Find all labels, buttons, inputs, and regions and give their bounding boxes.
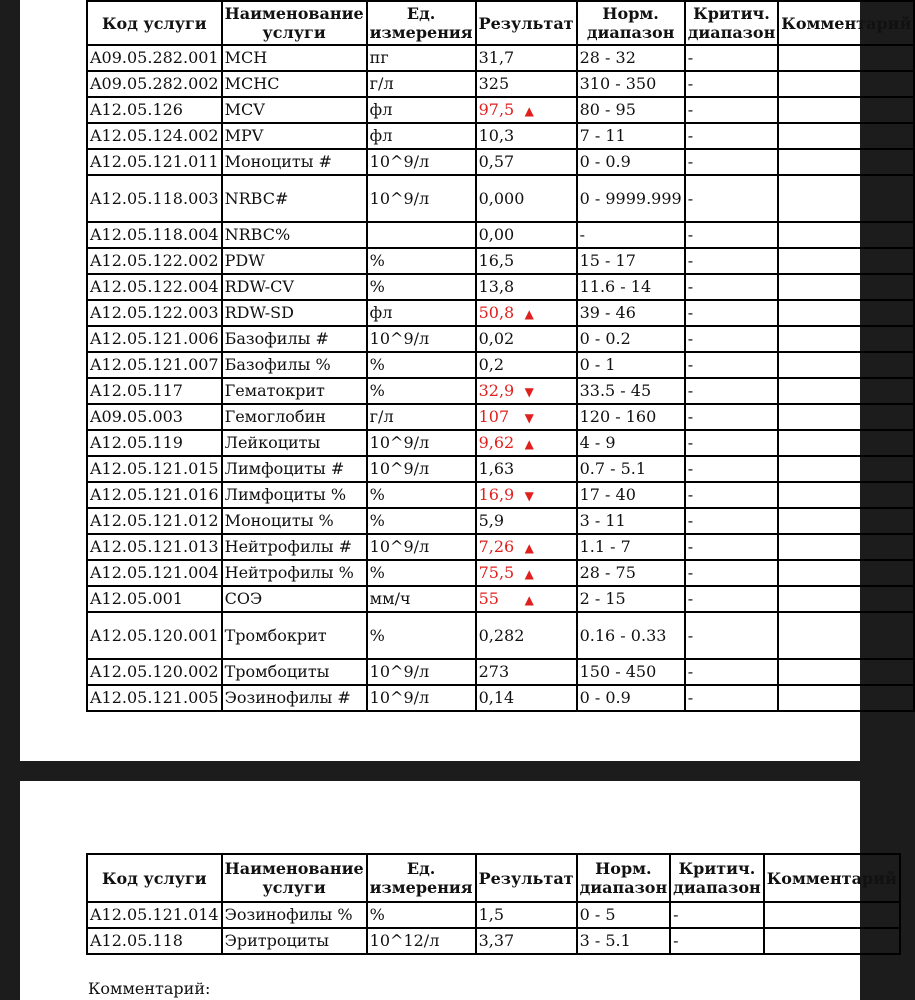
table-header-row bbox=[87, 1, 914, 45]
result-value: 3,37 bbox=[478, 931, 515, 950]
cell-norm: 15 - 17 bbox=[577, 248, 685, 274]
result-value: 0,14 bbox=[478, 688, 515, 707]
cell-crit: - bbox=[685, 352, 779, 378]
cell-code: A12.05.001 bbox=[87, 586, 222, 612]
cell-comment bbox=[778, 274, 914, 300]
cell-name: Тромбоциты bbox=[222, 659, 367, 685]
result-value: 75,5 bbox=[478, 562, 515, 582]
cell-code: A12.05.121.007 bbox=[87, 352, 222, 378]
cell-crit: - bbox=[685, 612, 779, 659]
cell-result bbox=[476, 560, 577, 586]
arrow-up-icon: ▲ bbox=[524, 592, 534, 607]
header-name: Наименование услуги bbox=[222, 1, 367, 45]
cell-unit: 10^9/л bbox=[367, 659, 476, 685]
table-row bbox=[87, 482, 914, 508]
result-value: 273 bbox=[478, 662, 510, 681]
header-name: Наименование услуги bbox=[222, 854, 367, 902]
result-value: 325 bbox=[478, 74, 510, 93]
cell-result bbox=[476, 274, 577, 300]
cell-unit: г/л bbox=[367, 404, 476, 430]
cell-crit: - bbox=[685, 456, 779, 482]
cell-crit: - bbox=[685, 71, 779, 97]
result-value: 31,7 bbox=[478, 48, 515, 67]
result-value: 97,5 bbox=[478, 99, 515, 119]
arrow-up-icon: ▲ bbox=[524, 540, 534, 555]
cell-norm: 39 - 46 bbox=[577, 300, 685, 326]
cell-unit: мм/ч bbox=[367, 586, 476, 612]
cell-crit: - bbox=[685, 123, 779, 149]
header-code: Код услуги bbox=[87, 1, 222, 45]
cell-result bbox=[476, 71, 577, 97]
cell-unit: 10^9/л bbox=[367, 534, 476, 560]
cell-result bbox=[476, 45, 577, 71]
cell-result bbox=[476, 149, 577, 175]
cell-norm: 1.1 - 7 bbox=[577, 534, 685, 560]
results-table-main bbox=[86, 0, 915, 712]
cell-norm: 0 - 9999.999 bbox=[577, 175, 685, 222]
cell-norm: 120 - 160 bbox=[577, 404, 685, 430]
cell-comment bbox=[778, 222, 914, 248]
cell-result bbox=[476, 659, 577, 685]
cell-result bbox=[476, 482, 577, 508]
cell-comment bbox=[778, 534, 914, 560]
cell-unit: % bbox=[367, 612, 476, 659]
result-value: 0,282 bbox=[478, 625, 525, 645]
cell-crit: - bbox=[685, 586, 779, 612]
cell-norm: 28 - 32 bbox=[577, 45, 685, 71]
cell-name: NRBC# bbox=[222, 175, 367, 222]
table-row bbox=[87, 560, 914, 586]
cell-crit: - bbox=[685, 300, 779, 326]
table-row bbox=[87, 612, 914, 659]
cell-unit: % bbox=[367, 378, 476, 404]
cell-norm: 0 - 0.9 bbox=[577, 685, 685, 711]
cell-result bbox=[476, 456, 577, 482]
cell-comment bbox=[778, 659, 914, 685]
cell-norm: 0 - 0.9 bbox=[577, 149, 685, 175]
cell-unit: % bbox=[367, 482, 476, 508]
cell-comment bbox=[778, 97, 914, 123]
cell-crit: - bbox=[685, 45, 779, 71]
cell-unit: % bbox=[367, 560, 476, 586]
header-norm: Норм. диапазон bbox=[577, 854, 671, 902]
arrow-down-icon: ▼ bbox=[524, 410, 534, 425]
cell-crit: - bbox=[685, 175, 779, 222]
cell-crit: - bbox=[685, 534, 779, 560]
result-value: 50,8 bbox=[478, 302, 515, 322]
cell-norm: 310 - 350 bbox=[577, 71, 685, 97]
cell-name: Лимфоциты % bbox=[222, 482, 367, 508]
table-row bbox=[87, 928, 900, 954]
cell-norm: 0 - 1 bbox=[577, 352, 685, 378]
cell-comment bbox=[778, 560, 914, 586]
cell-name: Лимфоциты # bbox=[222, 456, 367, 482]
cell-unit: 10^9/л bbox=[367, 326, 476, 352]
cell-comment bbox=[778, 482, 914, 508]
cell-norm: 28 - 75 bbox=[577, 560, 685, 586]
cell-code: A12.05.121.011 bbox=[87, 149, 222, 175]
arrow-up-icon: ▲ bbox=[524, 103, 534, 118]
result-value: 0,02 bbox=[478, 329, 515, 348]
cell-unit: 10^9/л bbox=[367, 685, 476, 711]
cell-result bbox=[476, 685, 577, 711]
cell-crit: - bbox=[685, 248, 779, 274]
cell-unit: % bbox=[367, 508, 476, 534]
cell-result bbox=[476, 123, 577, 149]
result-value: 0,2 bbox=[478, 355, 505, 374]
cell-code: A12.05.120.002 bbox=[87, 659, 222, 685]
cell-unit: пг bbox=[367, 45, 476, 71]
cell-name: Гематокрит bbox=[222, 378, 367, 404]
cell-result bbox=[476, 352, 577, 378]
cell-result bbox=[476, 586, 577, 612]
cell-name: Моноциты # bbox=[222, 149, 367, 175]
cell-comment bbox=[778, 326, 914, 352]
cell-name: PDW bbox=[222, 248, 367, 274]
arrow-up-icon: ▲ bbox=[524, 306, 534, 321]
cell-result bbox=[476, 300, 577, 326]
cell-unit: % bbox=[367, 902, 476, 928]
cell-norm: 3 - 5.1 bbox=[577, 928, 671, 954]
arrow-down-icon: ▼ bbox=[524, 488, 534, 503]
cell-comment bbox=[778, 456, 914, 482]
table-row bbox=[87, 71, 914, 97]
table-row bbox=[87, 430, 914, 456]
cell-comment bbox=[778, 123, 914, 149]
result-value: 9,62 bbox=[478, 432, 515, 452]
cell-comment bbox=[778, 404, 914, 430]
cell-norm: 2 - 15 bbox=[577, 586, 685, 612]
cell-crit: - bbox=[685, 508, 779, 534]
header-comment: Комментарий bbox=[764, 854, 900, 902]
cell-crit: - bbox=[685, 560, 779, 586]
result-value: 16,9 bbox=[478, 484, 515, 504]
cell-result bbox=[476, 508, 577, 534]
result-value: 0,000 bbox=[478, 188, 525, 208]
cell-result bbox=[476, 902, 577, 928]
result-value: 16,5 bbox=[478, 251, 515, 270]
cell-code: A12.05.122.002 bbox=[87, 248, 222, 274]
header-unit: Ед. измерения bbox=[367, 1, 476, 45]
cell-unit bbox=[367, 222, 476, 248]
cell-comment bbox=[764, 902, 900, 928]
cell-result bbox=[476, 222, 577, 248]
cell-norm: 0.16 - 0.33 bbox=[577, 612, 685, 659]
cell-name: Эозинофилы # bbox=[222, 685, 367, 711]
cell-norm: - bbox=[577, 222, 685, 248]
cell-name: Эритроциты bbox=[222, 928, 367, 954]
header-crit: Критич. диапазон bbox=[670, 854, 764, 902]
cell-comment bbox=[778, 612, 914, 659]
cell-crit: - bbox=[685, 326, 779, 352]
table-row bbox=[87, 404, 914, 430]
table-row bbox=[87, 149, 914, 175]
cell-norm: 11.6 - 14 bbox=[577, 274, 685, 300]
table-row bbox=[87, 248, 914, 274]
result-value: 0,00 bbox=[478, 225, 515, 244]
table-row bbox=[87, 274, 914, 300]
cell-unit: 10^9/л bbox=[367, 430, 476, 456]
cell-result bbox=[476, 404, 577, 430]
cell-code: A12.05.118.003 bbox=[87, 175, 222, 222]
result-value: 1,63 bbox=[478, 459, 515, 478]
cell-code: A12.05.122.004 bbox=[87, 274, 222, 300]
cell-comment bbox=[778, 71, 914, 97]
table-row bbox=[87, 352, 914, 378]
cell-unit: 10^9/л bbox=[367, 175, 476, 222]
table-row bbox=[87, 326, 914, 352]
header-unit: Ед. измерения bbox=[367, 854, 476, 902]
arrow-down-icon: ▼ bbox=[524, 384, 534, 399]
cell-name: Моноциты % bbox=[222, 508, 367, 534]
result-value: 0,57 bbox=[478, 152, 515, 171]
table-row bbox=[87, 685, 914, 711]
cell-norm: 7 - 11 bbox=[577, 123, 685, 149]
cell-code: A12.05.121.006 bbox=[87, 326, 222, 352]
cell-crit: - bbox=[685, 404, 779, 430]
cell-unit: % bbox=[367, 352, 476, 378]
cell-norm: 0.7 - 5.1 bbox=[577, 456, 685, 482]
cell-norm: 4 - 9 bbox=[577, 430, 685, 456]
cell-crit: - bbox=[685, 222, 779, 248]
cell-name: Лейкоциты bbox=[222, 430, 367, 456]
cell-code: A12.05.121.004 bbox=[87, 560, 222, 586]
result-value: 10,3 bbox=[478, 126, 515, 145]
cell-comment bbox=[778, 352, 914, 378]
result-value: 1,5 bbox=[478, 905, 505, 924]
result-value: 55 bbox=[478, 588, 499, 608]
cell-unit: % bbox=[367, 248, 476, 274]
cell-code: A12.05.119 bbox=[87, 430, 222, 456]
table-header-row bbox=[87, 854, 900, 902]
cell-code: A12.05.124.002 bbox=[87, 123, 222, 149]
cell-code: A09.05.282.001 bbox=[87, 45, 222, 71]
table-row bbox=[87, 97, 914, 123]
result-value: 13,8 bbox=[478, 277, 515, 296]
cell-unit: 10^12/л bbox=[367, 928, 476, 954]
cell-norm: 150 - 450 bbox=[577, 659, 685, 685]
table-row bbox=[87, 534, 914, 560]
result-value: 7,26 bbox=[478, 536, 515, 556]
cell-crit: - bbox=[670, 928, 764, 954]
cell-name: MCV bbox=[222, 97, 367, 123]
header-comment: Комментарий bbox=[778, 1, 914, 45]
cell-result bbox=[476, 378, 577, 404]
table-row bbox=[87, 300, 914, 326]
cell-comment bbox=[778, 300, 914, 326]
cell-unit: фл bbox=[367, 300, 476, 326]
cell-code: A12.05.121.015 bbox=[87, 456, 222, 482]
report-page-1 bbox=[20, 0, 912, 761]
cell-name: RDW-SD bbox=[222, 300, 367, 326]
cell-norm: 80 - 95 bbox=[577, 97, 685, 123]
cell-code: A12.05.117 bbox=[87, 378, 222, 404]
cell-norm: 0 - 5 bbox=[577, 902, 671, 928]
result-value: 5,9 bbox=[478, 511, 505, 530]
cell-code: A12.05.121.005 bbox=[87, 685, 222, 711]
header-norm: Норм. диапазон bbox=[577, 1, 685, 45]
comment-label: Комментарий: bbox=[88, 979, 211, 998]
table-row bbox=[87, 378, 914, 404]
cell-comment bbox=[778, 175, 914, 222]
cell-name: Базофилы # bbox=[222, 326, 367, 352]
cell-comment bbox=[778, 586, 914, 612]
cell-name: Эозинофилы % bbox=[222, 902, 367, 928]
cell-comment bbox=[778, 508, 914, 534]
cell-crit: - bbox=[685, 659, 779, 685]
table-row bbox=[87, 659, 914, 685]
table-row bbox=[87, 123, 914, 149]
cell-unit: 10^9/л bbox=[367, 456, 476, 482]
cell-name: Гемоглобин bbox=[222, 404, 367, 430]
cell-crit: - bbox=[685, 97, 779, 123]
cell-code: A09.05.282.002 bbox=[87, 71, 222, 97]
cell-code: A12.05.126 bbox=[87, 97, 222, 123]
table-row bbox=[87, 586, 914, 612]
cell-comment bbox=[764, 928, 900, 954]
cell-name: Тромбокрит bbox=[222, 612, 367, 659]
table-row bbox=[87, 175, 914, 222]
cell-comment bbox=[778, 430, 914, 456]
cell-code: A12.05.121.014 bbox=[87, 902, 222, 928]
result-value: 32,9 bbox=[478, 380, 515, 400]
cell-name: MCH bbox=[222, 45, 367, 71]
cell-comment bbox=[778, 149, 914, 175]
cell-code: A12.05.121.012 bbox=[87, 508, 222, 534]
cell-crit: - bbox=[670, 902, 764, 928]
table-row bbox=[87, 45, 914, 71]
cell-unit: фл bbox=[367, 97, 476, 123]
cell-name: MCHC bbox=[222, 71, 367, 97]
cell-unit: г/л bbox=[367, 71, 476, 97]
cell-result bbox=[476, 534, 577, 560]
cell-crit: - bbox=[685, 274, 779, 300]
table-row bbox=[87, 222, 914, 248]
header-crit: Критич. диапазон bbox=[685, 1, 779, 45]
results-table-continued bbox=[86, 853, 901, 955]
table-row bbox=[87, 456, 914, 482]
arrow-up-icon: ▲ bbox=[524, 436, 534, 451]
cell-name: Нейтрофилы # bbox=[222, 534, 367, 560]
cell-result bbox=[476, 175, 577, 222]
header-result: Результат bbox=[476, 854, 577, 902]
cell-unit: фл bbox=[367, 123, 476, 149]
result-value: 107 bbox=[478, 406, 510, 426]
cell-crit: - bbox=[685, 378, 779, 404]
cell-code: A12.05.121.013 bbox=[87, 534, 222, 560]
cell-code: A09.05.003 bbox=[87, 404, 222, 430]
table-row bbox=[87, 508, 914, 534]
cell-result bbox=[476, 326, 577, 352]
cell-comment bbox=[778, 378, 914, 404]
cell-result bbox=[476, 248, 577, 274]
cell-code: A12.05.118.004 bbox=[87, 222, 222, 248]
cell-code: A12.05.120.001 bbox=[87, 612, 222, 659]
report-page-2 bbox=[20, 781, 897, 1000]
cell-code: A12.05.121.016 bbox=[87, 482, 222, 508]
cell-result bbox=[476, 97, 577, 123]
table-row bbox=[87, 902, 900, 928]
cell-name: Нейтрофилы % bbox=[222, 560, 367, 586]
cell-crit: - bbox=[685, 482, 779, 508]
header-result: Результат bbox=[476, 1, 577, 45]
cell-name: RDW-CV bbox=[222, 274, 367, 300]
cell-crit: - bbox=[685, 430, 779, 456]
header-code: Код услуги bbox=[87, 854, 222, 902]
cell-comment bbox=[778, 248, 914, 274]
cell-name: СОЭ bbox=[222, 586, 367, 612]
cell-crit: - bbox=[685, 149, 779, 175]
cell-name: MPV bbox=[222, 123, 367, 149]
cell-code: A12.05.122.003 bbox=[87, 300, 222, 326]
cell-norm: 3 - 11 bbox=[577, 508, 685, 534]
cell-comment bbox=[778, 685, 914, 711]
arrow-up-icon: ▲ bbox=[524, 566, 534, 581]
cell-result bbox=[476, 430, 577, 456]
cell-norm: 17 - 40 bbox=[577, 482, 685, 508]
cell-code: A12.05.118 bbox=[87, 928, 222, 954]
cell-norm: 33.5 - 45 bbox=[577, 378, 685, 404]
cell-unit: 10^9/л bbox=[367, 149, 476, 175]
cell-result bbox=[476, 928, 577, 954]
cell-result bbox=[476, 612, 577, 659]
cell-crit: - bbox=[685, 685, 779, 711]
cell-name: Базофилы % bbox=[222, 352, 367, 378]
cell-comment bbox=[778, 45, 914, 71]
cell-unit: % bbox=[367, 274, 476, 300]
cell-name: NRBC% bbox=[222, 222, 367, 248]
cell-norm: 0 - 0.2 bbox=[577, 326, 685, 352]
